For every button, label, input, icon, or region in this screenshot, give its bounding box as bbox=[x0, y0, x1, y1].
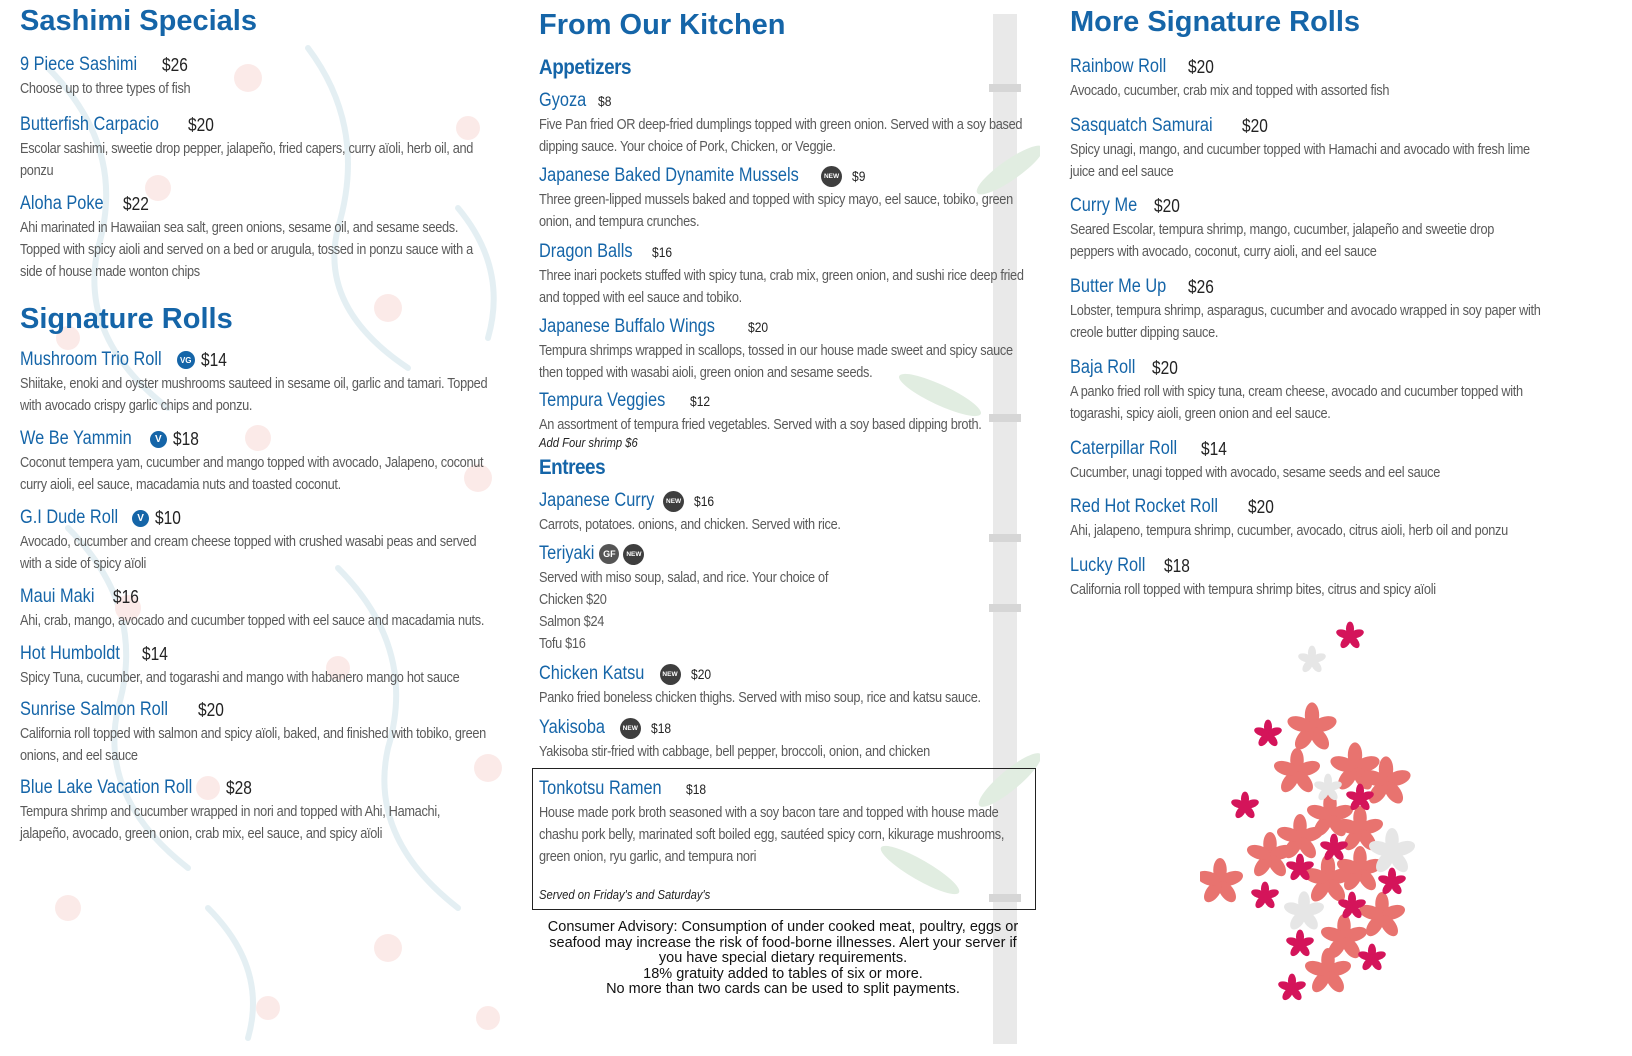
item-price: $22 bbox=[123, 193, 150, 214]
item-description: Panko fried boneless chicken thighs. Served with miso soup, rice and katsu sauce. bbox=[539, 690, 981, 706]
item-name: Japanese Buffalo Wings bbox=[539, 316, 715, 337]
advisory-line: 18% gratuity added to tables of six or more. bbox=[643, 965, 923, 982]
more-signature-rolls-heading: More Signature Rolls bbox=[1070, 6, 1361, 38]
advisory-line: you have special dietary requirements. bbox=[658, 950, 908, 966]
menu-item-aloha-poke bbox=[20, 191, 510, 283]
item-name: Rainbow Roll bbox=[1070, 56, 1167, 77]
item-price: $20 bbox=[690, 666, 711, 682]
menu-item-lucky-roll bbox=[1070, 553, 1570, 601]
menu-item-caterpillar-roll bbox=[1070, 436, 1570, 484]
appetizers-heading: Appetizers bbox=[539, 56, 632, 79]
item-name: Japanese Baked Dynamite Mussels bbox=[539, 165, 799, 186]
menu-item-gi-dude-roll bbox=[20, 505, 510, 575]
menu-item-butterfish-carpacio bbox=[20, 112, 510, 182]
item-price: $20 bbox=[747, 319, 768, 335]
item-price: $18 bbox=[650, 720, 671, 736]
item-price: $28 bbox=[226, 777, 253, 798]
menu-item-tempura-veggies bbox=[539, 388, 1029, 450]
item-description: Yakisoba stir-fried with cabbage, bell pepper, broccoli, onion, and chicken bbox=[539, 744, 930, 760]
item-description: Ahi, jalapeno, tempura shrimp, cucumber, avocado, citrus aioli, herb oil and ponzu bbox=[1070, 523, 1508, 539]
item-price: $20 bbox=[1241, 115, 1268, 136]
item-name: Hot Humboldt bbox=[20, 643, 120, 664]
item-price: $9 bbox=[852, 168, 866, 184]
new-badge: NEW bbox=[623, 544, 644, 565]
item-description: California roll topped with tempura shrimp bites, citrus and spicy aïoli bbox=[1070, 582, 1436, 598]
item-name: Yakisoba bbox=[539, 717, 606, 738]
item-name: Sunrise Salmon Roll bbox=[20, 699, 169, 720]
item-name: Chicken Katsu bbox=[539, 663, 645, 684]
vegan-badge: V bbox=[132, 510, 149, 527]
item-price: $26 bbox=[1187, 276, 1214, 297]
menu-item-blue-lake-vacation-roll bbox=[20, 775, 510, 845]
item-description: Tempura shrimp and cucumber wrapped in nori and topped with Ahi, Hamachi, jalapeño, avocado, green onion, crab mix, eel sauce, and spicy aïoli bbox=[20, 804, 441, 842]
item-description: A panko fried roll with spicy tuna, cream cheese, avocado and cucumber topped with togarashi, spicy aioli, green onion and eel sauce. bbox=[1070, 384, 1523, 422]
menu-item-red-hot-rocket-roll bbox=[1070, 494, 1570, 542]
item-description: Tempura shrimps wrapped in scallops, tossed in our house made sweet and spicy sauce then topped with wasabi aioli, green onion and sesame seeds. bbox=[539, 343, 1013, 381]
item-description bbox=[539, 567, 970, 655]
item-price: $18 bbox=[172, 428, 199, 449]
item-name: Caterpillar Roll bbox=[1070, 438, 1178, 459]
menu-item-maui-maki bbox=[20, 584, 510, 632]
item-price: $18 bbox=[685, 781, 706, 797]
item-name: Curry Me bbox=[1070, 195, 1138, 216]
item-description: House made pork broth seasoned with a soy bacon tare and topped with house made chashu pork belly, marinated soft boiled egg, sautéed spicy corn, kikurage mushrooms, green onion, ryu garlic, and tempura nori bbox=[539, 805, 1005, 865]
item-name: We Be Yammin bbox=[20, 428, 132, 449]
menu-item-mushroom-trio-roll bbox=[20, 347, 510, 417]
menu-item-rainbow-roll bbox=[1070, 54, 1570, 102]
menu-item-sasquatch-samurai bbox=[1070, 113, 1570, 183]
menu-item-chicken-katsu bbox=[539, 661, 1029, 709]
from-our-kitchen-heading: From Our Kitchen bbox=[539, 9, 786, 41]
menu-item-hot-humboldt bbox=[20, 641, 510, 689]
cherry-blossom-decoration bbox=[1200, 620, 1420, 1010]
item-name: Tempura Veggies bbox=[539, 390, 666, 411]
item-description: Spicy unagi, mango, and cucumber topped with Hamachi and avocado with fresh lime juice and eel sauce bbox=[1070, 142, 1530, 180]
menu-item-tonkotsu-ramen bbox=[539, 776, 1029, 868]
new-badge: NEW bbox=[620, 718, 641, 739]
signature-rolls-heading: Signature Rolls bbox=[20, 303, 233, 335]
item-name: Japanese Curry bbox=[539, 490, 655, 511]
item-price: $10 bbox=[155, 507, 181, 528]
advisory-line: seafood may increase the risk of food-borne illnesses. Alert your server if bbox=[549, 934, 1017, 951]
item-name: Aloha Poke bbox=[20, 193, 104, 214]
item-description: Carrots, potatoes. onions, and chicken. Served with rice. bbox=[539, 517, 841, 533]
item-description: Cucumber, unagi topped with avocado, sesame seeds and eel sauce bbox=[1070, 465, 1441, 481]
description-line: Tofu $16 bbox=[539, 636, 586, 652]
ramen-availability-note: Served on Friday's and Saturday's bbox=[539, 888, 711, 902]
item-description: Lobster, tempura shrimp, asparagus, cucumber and avocado wrapped in soy paper with creole butter dipping sauce. bbox=[1070, 303, 1541, 341]
menu-item-dynamite-mussels bbox=[539, 163, 1029, 233]
consumer-advisory bbox=[532, 920, 1034, 998]
menu-item-baja-roll bbox=[1070, 355, 1570, 425]
item-name: Butterfish Carpacio bbox=[20, 114, 159, 135]
menu-item-we-be-yammin bbox=[20, 426, 510, 496]
menu-item-curry-me bbox=[1070, 193, 1570, 263]
item-price: $20 bbox=[198, 699, 224, 720]
item-price: $16 bbox=[651, 244, 672, 260]
item-name: Baja Roll bbox=[1070, 357, 1136, 378]
menu-item-butter-me-up bbox=[1070, 274, 1570, 344]
item-price: $18 bbox=[1163, 555, 1190, 576]
item-price: $16 bbox=[112, 586, 139, 607]
item-description: Coconut tempera yam, cucumber and mango topped with avocado, Jalapeno, coconut curry aioli, eel sauce, macadamia nuts and toasted coconut. bbox=[20, 455, 484, 493]
item-note: Add Four shrimp $6 bbox=[539, 436, 638, 450]
advisory-line: No more than two cards can be used to split payments. bbox=[606, 981, 960, 997]
new-badge: NEW bbox=[663, 491, 684, 512]
item-price: $20 bbox=[1154, 195, 1180, 216]
entrees-heading: Entrees bbox=[539, 456, 606, 479]
menu-item-japanese-curry bbox=[539, 488, 1029, 536]
item-name: Sasquatch Samurai bbox=[1070, 115, 1213, 136]
item-price: $8 bbox=[597, 93, 612, 109]
item-description: Three inari pockets stuffed with spicy tuna, crab mix, green onion, and sushi rice deep fried and topped with eel sauce and tobiko. bbox=[539, 268, 1024, 306]
item-description: Three green-lipped mussels baked and topped with spicy mayo, eel sauce, tobiko, green onion, and tempura crunches. bbox=[539, 192, 1013, 230]
menu-item-9-piece-sashimi bbox=[20, 52, 510, 100]
item-description: Avocado, cucumber, crab mix and topped with assorted fish bbox=[1070, 83, 1390, 99]
gluten-free-badge: GF bbox=[599, 544, 619, 564]
item-name: Lucky Roll bbox=[1070, 555, 1146, 576]
new-badge: NEW bbox=[821, 166, 842, 187]
description-line: Chicken $20 bbox=[539, 592, 607, 608]
vegan-gluten-free-badge: VG bbox=[177, 351, 195, 369]
item-description: Ahi, crab, mango, avocado and cucumber topped with eel sauce and macadamia nuts. bbox=[20, 613, 485, 629]
item-name: Maui Maki bbox=[20, 586, 95, 607]
description-line: Salmon $24 bbox=[539, 614, 605, 630]
item-description: An assortment of tempura fried vegetables. Served with a soy based dipping broth. bbox=[539, 417, 982, 433]
item-name: Teriyaki bbox=[539, 543, 595, 564]
item-price: $16 bbox=[694, 493, 715, 509]
item-description: California roll topped with salmon and spicy aïoli, baked, and finished with tobiko, green onions, and eel sauce bbox=[20, 726, 486, 764]
menu-item-dragon-balls bbox=[539, 239, 1029, 309]
menu-item-teriyaki bbox=[539, 541, 1029, 655]
item-price: $14 bbox=[142, 643, 169, 664]
item-name: Dragon Balls bbox=[539, 241, 633, 262]
menu-item-sunrise-salmon-roll bbox=[20, 697, 510, 767]
vegan-badge: V bbox=[150, 431, 167, 448]
item-description: Escolar sashimi, sweetie drop pepper, jalapeño, fried capers, curry aïoli, herb oil, and ponzu bbox=[20, 141, 474, 179]
item-price: $26 bbox=[162, 54, 189, 75]
item-price: $12 bbox=[689, 393, 710, 409]
item-name: G.I Dude Roll bbox=[20, 507, 119, 528]
item-name: Butter Me Up bbox=[1070, 276, 1167, 297]
item-price: $14 bbox=[1200, 438, 1227, 459]
menu-item-gyoza bbox=[539, 88, 1029, 158]
item-description: Avocado, cucumber and cream cheese topped with crushed wasabi peas and served with a side of spicy aïoli bbox=[20, 534, 477, 572]
item-description: Seared Escolar, tempura shrimp, mango, cucumber, jalapeño and sweetie drop peppers with avocado, coconut, curry aioli, and eel sauce bbox=[1070, 222, 1495, 260]
item-description: Choose up to three types of fish bbox=[20, 81, 191, 97]
item-name: Tonkotsu Ramen bbox=[539, 778, 662, 799]
item-description: Spicy Tuna, cucumber, and togarashi and mango with habanero mango hot sauce bbox=[20, 670, 460, 686]
item-name: Blue Lake Vacation Roll bbox=[20, 777, 193, 798]
menu-item-buffalo-wings bbox=[539, 314, 1029, 384]
advisory-line: Consumer Advisory: Consumption of under cooked meat, poultry, eggs or bbox=[547, 919, 1019, 935]
item-price: $20 bbox=[187, 114, 214, 135]
menu-item-yakisoba bbox=[539, 715, 1029, 763]
item-price: $14 bbox=[200, 349, 227, 370]
description-line: Served with miso soup, salad, and rice. Your choice of bbox=[539, 570, 829, 586]
item-name: Red Hot Rocket Roll bbox=[1070, 496, 1219, 517]
new-badge: NEW bbox=[660, 664, 681, 685]
item-price: $20 bbox=[1152, 357, 1178, 378]
item-description: Shiitake, enoki and oyster mushrooms sauteed in sesame oil, garlic and tamari. Topped with avocado crispy garlic chips and ponzu. bbox=[20, 376, 488, 414]
item-name: 9 Piece Sashimi bbox=[20, 54, 138, 75]
sashimi-specials-heading: Sashimi Specials bbox=[20, 5, 257, 37]
item-name: Mushroom Trio Roll bbox=[20, 349, 162, 370]
item-description: Five Pan fried OR deep-fried dumplings topped with green onion. Served with a soy based dipping sauce. Your choice of Pork, Chicken, or Veggie. bbox=[539, 117, 1023, 155]
item-price: $20 bbox=[1248, 496, 1274, 517]
item-description: Ahi marinated in Hawaiian sea salt, green onions, sesame oil, and sesame seeds. Topped with spicy aioli and served on a bed or arugula, tossed in ponzu sauce with a side of house made wonton chips bbox=[20, 220, 473, 280]
item-name: Gyoza bbox=[539, 90, 587, 111]
item-price: $20 bbox=[1187, 56, 1214, 77]
